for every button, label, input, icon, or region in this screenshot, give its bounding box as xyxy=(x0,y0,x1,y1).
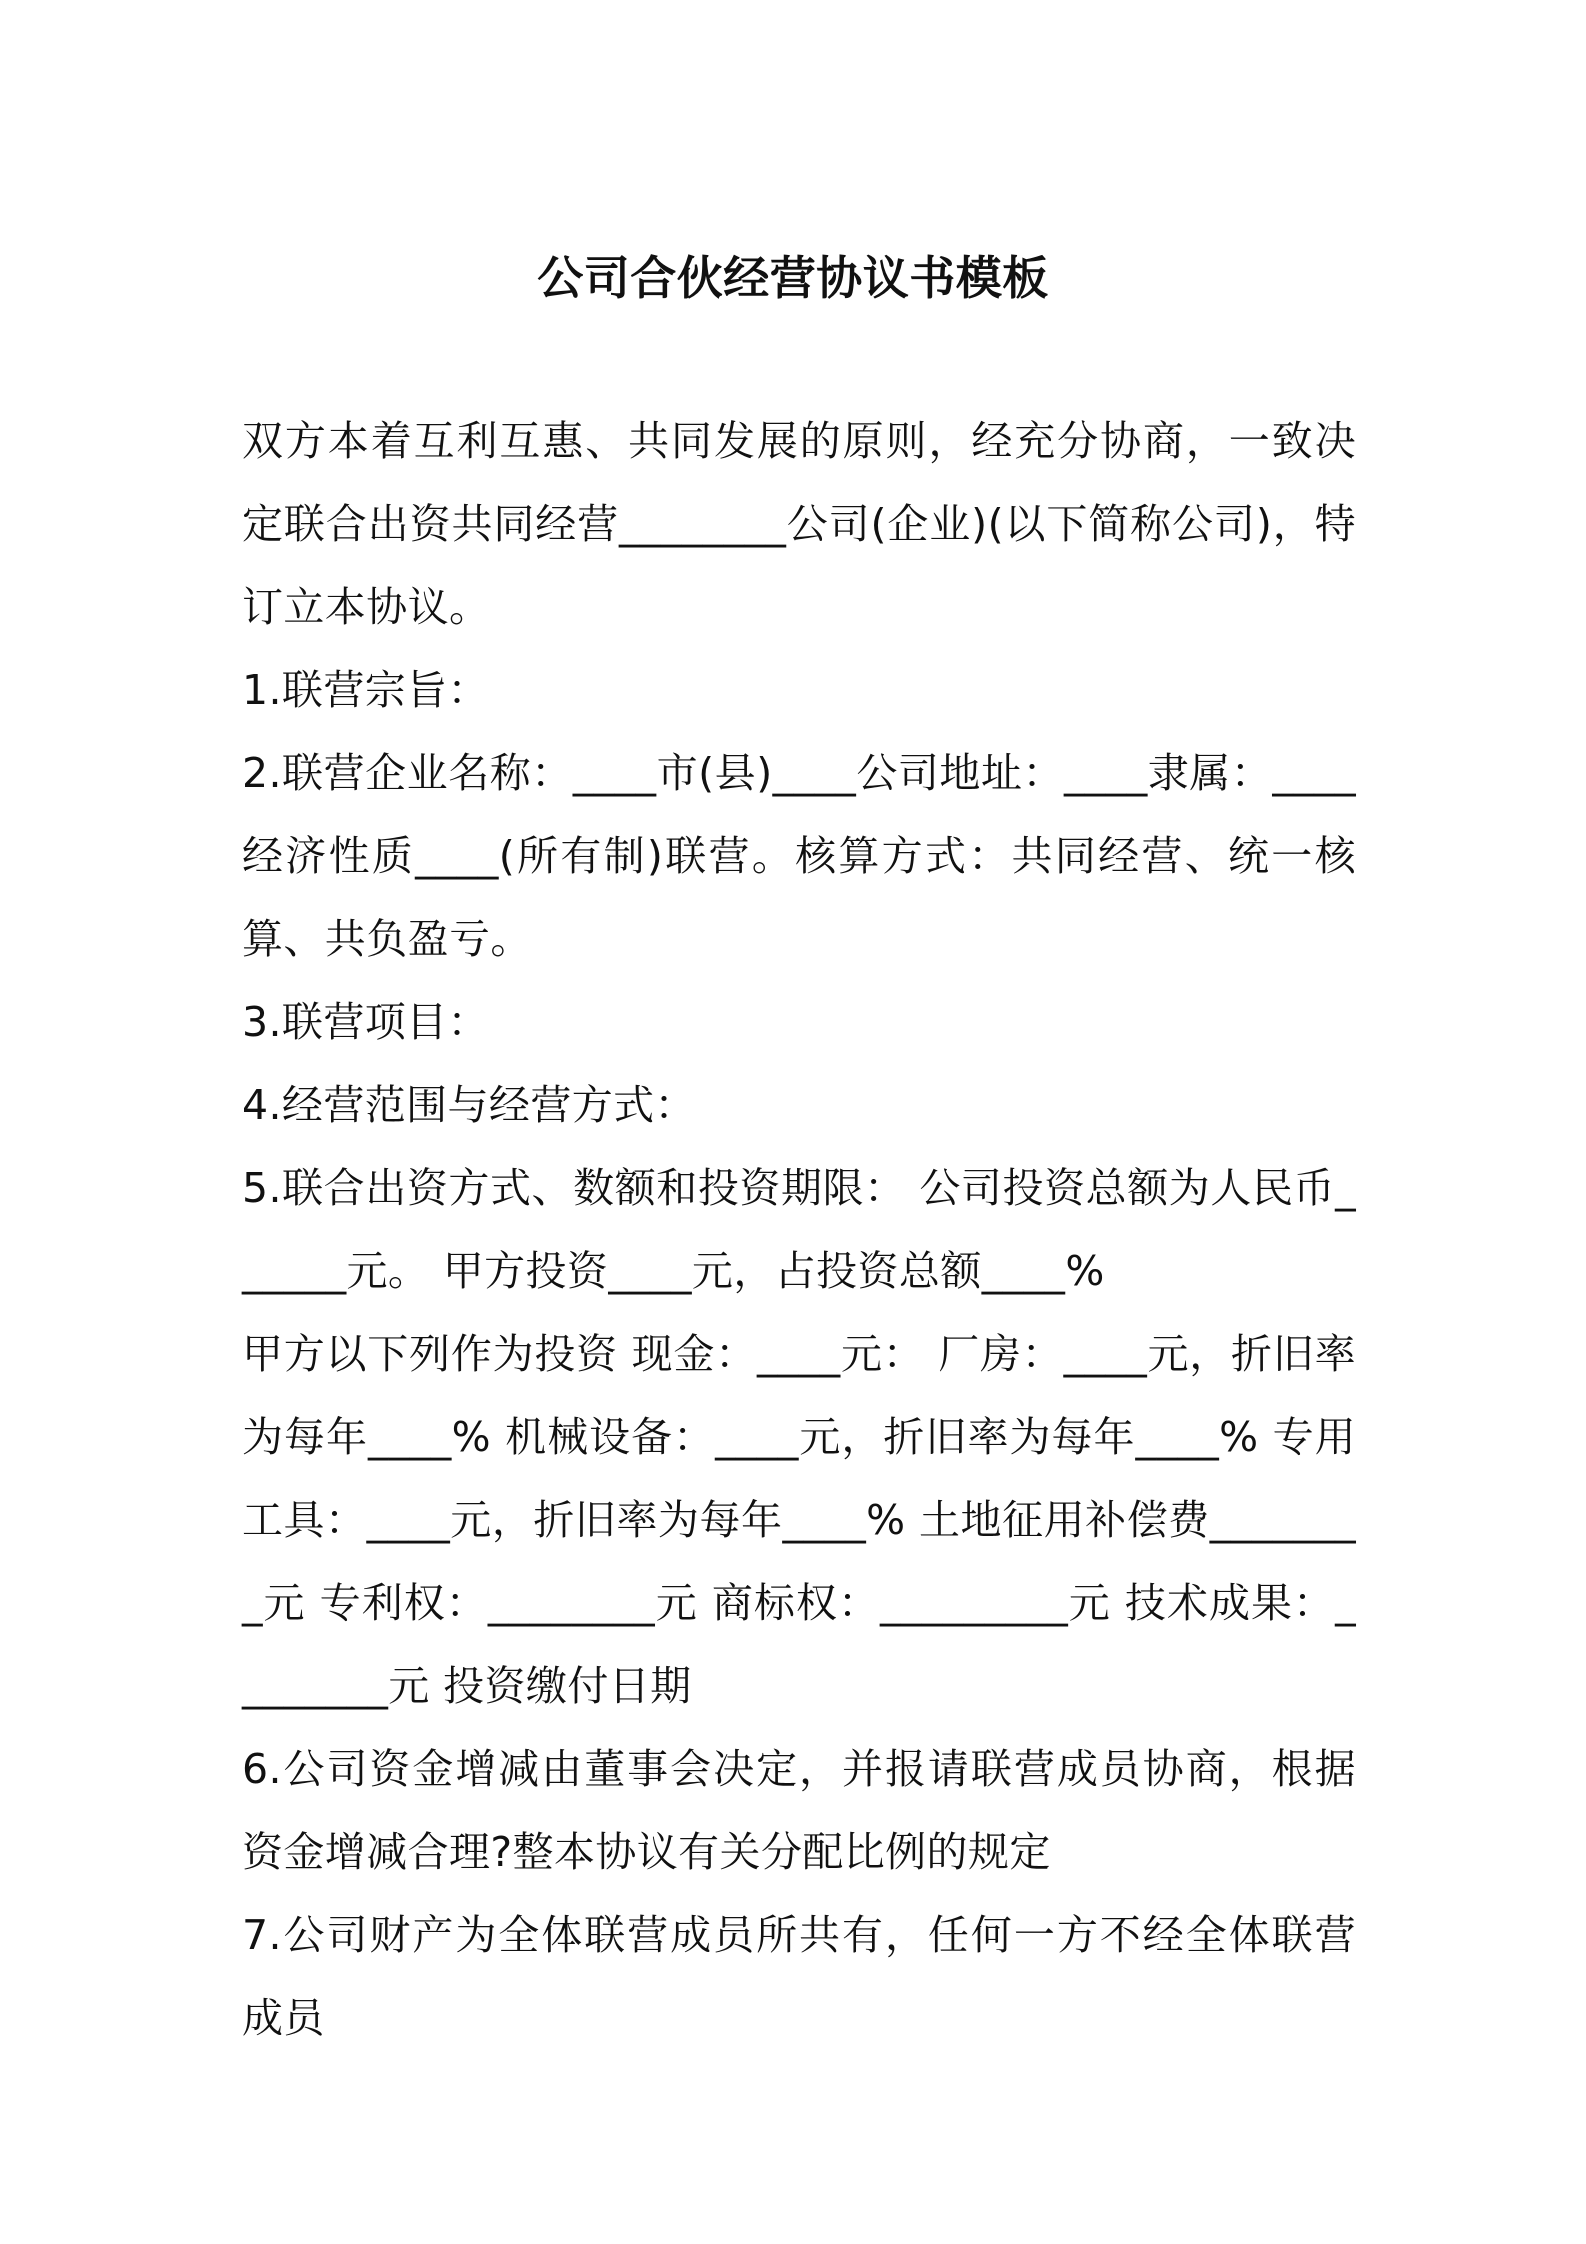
paragraph-clause-5: 5.联合出资方式、数额和投资期限： 公司投资总额为人民币______元。 甲方投资____元，占投资总额____% xyxy=(242,1164,1356,1295)
paragraph-clause-7: 7.公司财产为全体联营成员所共有，任何一方不经全体联营成员 xyxy=(242,1911,1356,2042)
paragraph-clause-6: 6.公司资金增减由董事会决定，并报请联营成员协商，根据资金增减合理?整本协议有关分配比例的规定 xyxy=(242,1745,1356,1876)
document-title: 公司合伙经营协议书模板 xyxy=(537,250,1049,305)
paragraph-clause-2: 2.联营企业名称：____市(县)____公司地址：____隶属：____经济性质____(所有制)联营。核算方式：共同经营、统一核算、共负盈亏。 xyxy=(242,749,1356,963)
paragraph-clause-5-investment-items: 甲方以下列作为投资 现金：____元： 厂房：____元，折旧率为每年____% 机械设备：____元，折旧率为每年____% 专用工具：____元，折旧率为每年____% 土地征用补偿费________元 专利权：________元 商标权：_________元 技术成果：________元 投资缴付日期 xyxy=(242,1330,1356,1710)
paragraph-preamble: 双方本着互利互惠、共同发展的原则，经充分协商，一致决定联合出资共同经营________公司(企业)(以下简称公司)，特订立本协议。 xyxy=(242,417,1356,631)
document-body xyxy=(242,400,1356,2060)
paragraph-clause-4: 4.经营范围与经营方式： xyxy=(242,1081,696,1129)
paragraph-clause-1: 1.联营宗旨： xyxy=(242,666,489,714)
paragraph-clause-3: 3.联营项目： xyxy=(242,998,489,1046)
